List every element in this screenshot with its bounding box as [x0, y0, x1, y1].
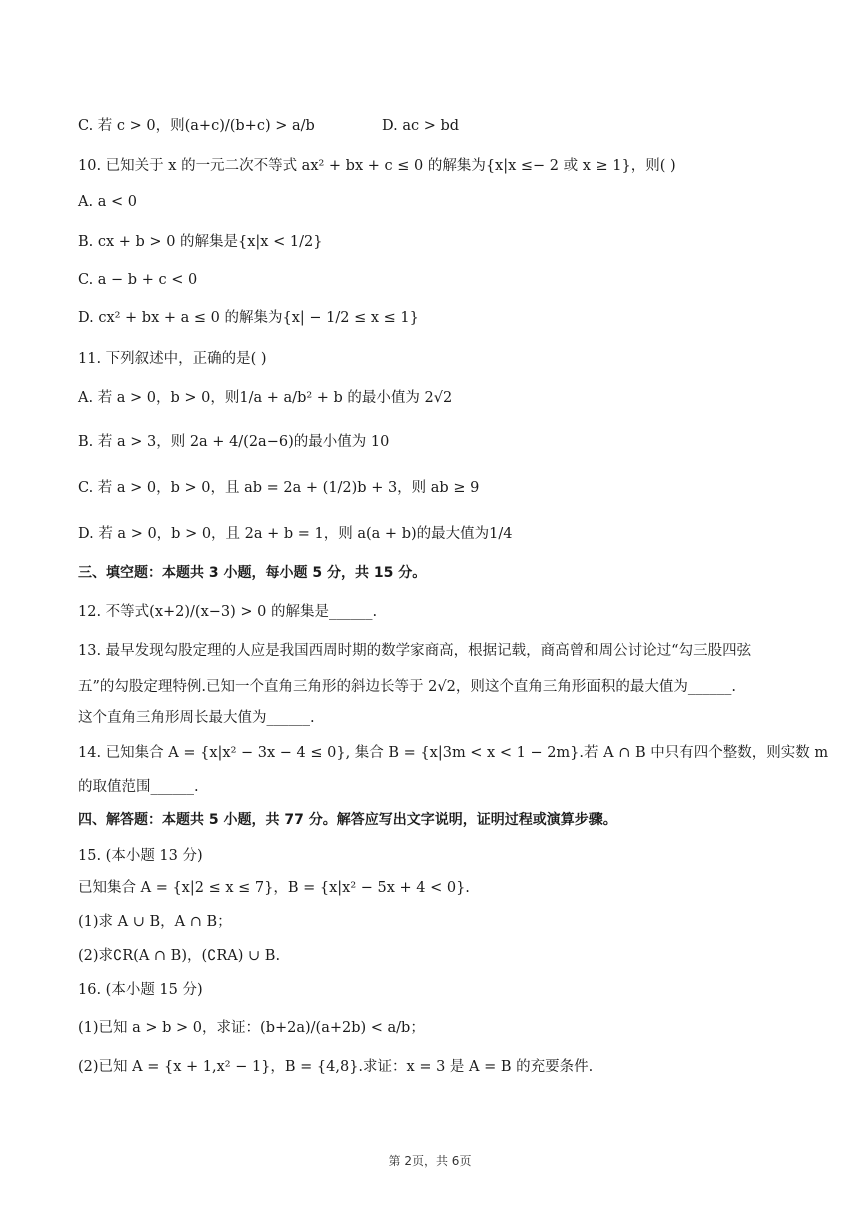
q16-part-2: (2)已知 A = {x + 1,x² − 1}，B = {4,8}.求证：x = 3 是 A = B 的充要条件. — [78, 1059, 594, 1075]
q10-option-a: A. a < 0 — [78, 194, 137, 210]
q11-option-a: A. 若 a > 0，b > 0，则1/a + a/b² + b 的最小值为 2√2 — [78, 390, 453, 406]
q15-part-1: (1)求 A ∪ B，A ∩ B； — [78, 914, 232, 930]
q10-option-c: C. a − b + c < 0 — [78, 272, 198, 288]
q13-line-3: 这个直角三角形周长最大值为______. — [78, 710, 315, 726]
q14-line-2: 的取值范围______. — [78, 779, 199, 795]
section-3-heading: 三、填空题：本题共 3 小题，每小题 5 分，共 15 分。 — [78, 565, 427, 581]
q16-header: 16. (本小题 15 分) — [78, 982, 203, 998]
q13-line-1: 13. 最早发现勾股定理的人应是我国西周时期的数学家商高，根据记载，商高曾和周公讨论过“勾三股四弦 — [78, 643, 752, 659]
q14-line-1: 14. 已知集合 A = {x|x² − 3x − 4 ≤ 0}, 集合 B = {x|3m < x < 1 − 2m}.若 A ∩ B 中只有四个整数，则实数 m — [78, 745, 829, 761]
q11-option-d: D. 若 a > 0，b > 0，且 2a + b = 1，则 a(a + b)的最大值为1/4 — [78, 526, 513, 542]
q15-header: 15. (本小题 13 分) — [78, 848, 203, 864]
q15-stem: 已知集合 A = {x|2 ≤ x ≤ 7}，B = {x|x² − 5x + 4 < 0}. — [78, 880, 470, 896]
q11-option-b: B. 若 a > 3，则 2a + 4/(2a−6)的最小值为 10 — [78, 434, 390, 450]
page-footer: 第 2页，共 6页 — [388, 1154, 472, 1168]
q11-option-c: C. 若 a > 0，b > 0，且 ab = 2a + (1/2)b + 3，则 ab ≥ 9 — [78, 480, 480, 496]
q9-option-c: C. 若 c > 0，则(a+c)/(b+c) > a/b — [78, 118, 315, 134]
q10-stem: 10. 已知关于 x 的一元二次不等式 ax² + bx + c ≤ 0 的解集为{x|x ≤− 2 或 x ≥ 1}，则( ) — [78, 158, 676, 174]
q9-option-d: D. ac > bd — [382, 118, 460, 134]
q10-option-b: B. cx + b > 0 的解集是{x|x < 1/2} — [78, 234, 323, 250]
section-4-heading: 四、解答题：本题共 5 小题，共 77 分。解答应写出文字说明，证明过程或演算步骤。 — [78, 812, 617, 828]
q13-line-2: 五”的勾股定理特例.已知一个直角三角形的斜边长等于 2√2，则这个直角三角形面积的最大值为______. — [78, 679, 736, 695]
q15-part-2: (2)求∁R(A ∩ B)，(∁RA) ∪ B. — [78, 948, 281, 964]
q11-stem: 11. 下列叙述中，正确的是( ) — [78, 351, 267, 367]
q12-stem: 12. 不等式(x+2)/(x−3) > 0 的解集是______. — [78, 604, 378, 620]
q10-option-d: D. cx² + bx + a ≤ 0 的解集为{x| − 1/2 ≤ x ≤ 1} — [78, 310, 419, 326]
q16-part-1: (1)已知 a > b > 0，求证：(b+2a)/(a+2b) < a/b； — [78, 1020, 425, 1036]
